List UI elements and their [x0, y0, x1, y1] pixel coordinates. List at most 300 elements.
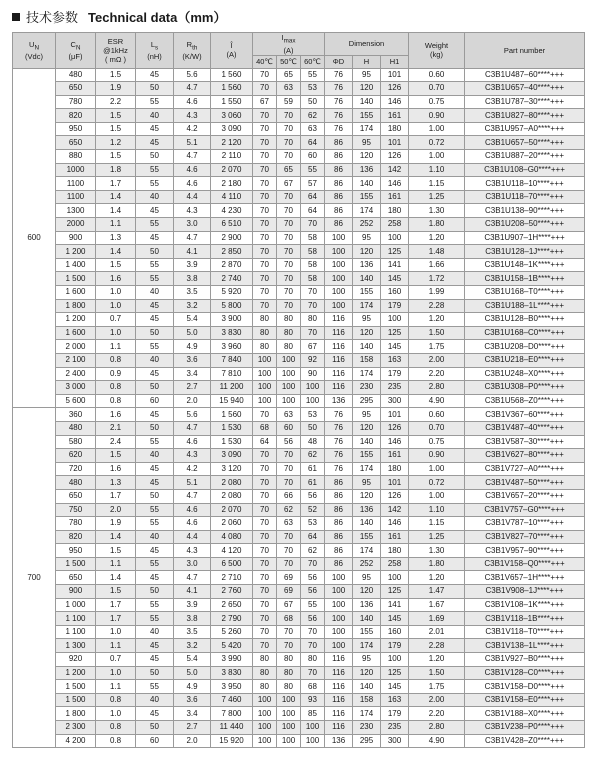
table-row	[13, 653, 585, 667]
cell-h: 140	[353, 340, 381, 354]
cell-h1: 100	[381, 653, 409, 667]
cell-imax-40c: 70	[253, 204, 277, 218]
cell-cn: 650	[56, 571, 96, 585]
cell-part-number: C3B1V657–20****+++	[465, 489, 585, 503]
cell-h: 155	[353, 190, 381, 204]
cell-h: 155	[353, 286, 381, 300]
cell-rth: 3.6	[174, 353, 211, 367]
cell-imax-50c: 70	[277, 258, 301, 272]
cell-imax-40c: 64	[253, 435, 277, 449]
cell-ipeak: 3 120	[211, 462, 253, 476]
title-chinese: 技术参数	[26, 10, 79, 25]
table-row	[13, 408, 585, 422]
table-row	[13, 421, 585, 435]
cell-imax-50c: 70	[277, 462, 301, 476]
cell-h1: 142	[381, 163, 409, 177]
cell-h1: 101	[381, 68, 409, 82]
cell-rth: 4.7	[174, 421, 211, 435]
cell-phid: 116	[325, 693, 353, 707]
table-row	[13, 163, 585, 177]
cell-h1: 142	[381, 503, 409, 517]
cell-cn: 900	[56, 231, 96, 245]
cell-phid: 116	[325, 680, 353, 694]
cell-esr: 1.5	[96, 109, 136, 123]
cell-imax-60c: 64	[301, 530, 325, 544]
cell-ls: 40	[136, 625, 174, 639]
cell-h: 155	[353, 109, 381, 123]
cell-esr: 1.1	[96, 680, 136, 694]
cell-ipeak: 2 760	[211, 585, 253, 599]
table-row	[13, 666, 585, 680]
cell-phid: 100	[325, 231, 353, 245]
table-row	[13, 734, 585, 748]
cell-phid: 86	[325, 557, 353, 571]
cell-ipeak: 2 070	[211, 163, 253, 177]
cell-ipeak: 3 960	[211, 340, 253, 354]
table-row	[13, 571, 585, 585]
cell-imax-60c: 93	[301, 693, 325, 707]
cell-ls: 50	[136, 489, 174, 503]
cell-part-number: C3B1U138–90****+++	[465, 204, 585, 218]
cell-ls: 55	[136, 272, 174, 286]
cell-imax-40c: 70	[253, 462, 277, 476]
cell-cn: 780	[56, 517, 96, 531]
cell-h: 95	[353, 136, 381, 150]
cell-h1: 180	[381, 122, 409, 136]
cell-weight: 1.47	[409, 585, 465, 599]
cell-rth: 4.3	[174, 204, 211, 218]
cell-esr: 1.1	[96, 639, 136, 653]
cell-imax-60c: 50	[301, 421, 325, 435]
cell-weight: 2.28	[409, 639, 465, 653]
cell-cn: 900	[56, 585, 96, 599]
cell-h1: 100	[381, 231, 409, 245]
table-row	[13, 136, 585, 150]
table-row	[13, 150, 585, 164]
cell-imax-60c: 80	[301, 653, 325, 667]
cell-cn: 1 500	[56, 557, 96, 571]
cell-imax-60c: 70	[301, 326, 325, 340]
cell-imax-60c: 85	[301, 707, 325, 721]
cell-ls: 55	[136, 258, 174, 272]
cell-rth: 3.4	[174, 707, 211, 721]
cell-esr: 1.5	[96, 544, 136, 558]
cell-imax-60c: 100	[301, 721, 325, 735]
cell-ipeak: 2 070	[211, 503, 253, 517]
cell-h: 295	[353, 394, 381, 408]
cell-ls: 55	[136, 340, 174, 354]
cell-weight: 1.20	[409, 313, 465, 327]
cell-h1: 126	[381, 489, 409, 503]
cell-cn: 1000	[56, 163, 96, 177]
cell-cn: 780	[56, 95, 96, 109]
cell-esr: 1.5	[96, 68, 136, 82]
cell-h1: 161	[381, 190, 409, 204]
cell-phid: 100	[325, 286, 353, 300]
cell-rth: 5.1	[174, 476, 211, 490]
cell-ipeak: 1 560	[211, 408, 253, 422]
cell-imax-60c: 55	[301, 68, 325, 82]
cell-weight: 1.30	[409, 544, 465, 558]
cell-imax-50c: 70	[277, 557, 301, 571]
cell-ipeak: 4 230	[211, 204, 253, 218]
cell-esr: 1.6	[96, 462, 136, 476]
cell-ls: 55	[136, 163, 174, 177]
table-row	[13, 557, 585, 571]
cell-imax-50c: 69	[277, 585, 301, 599]
cell-imax-50c: 65	[277, 68, 301, 82]
cell-ls: 55	[136, 95, 174, 109]
cell-imax-50c: 100	[277, 707, 301, 721]
cell-imax-40c: 100	[253, 394, 277, 408]
cell-imax-60c: 53	[301, 408, 325, 422]
cell-imax-50c: 80	[277, 313, 301, 327]
cell-rth: 5.0	[174, 666, 211, 680]
cell-imax-50c: 100	[277, 721, 301, 735]
cell-imax-50c: 63	[277, 408, 301, 422]
table-row	[13, 476, 585, 490]
cell-ls: 55	[136, 218, 174, 232]
cell-part-number: C3B1U907–1H****+++	[465, 231, 585, 245]
cell-h1: 161	[381, 449, 409, 463]
cell-rth: 5.6	[174, 68, 211, 82]
cell-imax-50c: 80	[277, 326, 301, 340]
cell-h: 95	[353, 476, 381, 490]
cell-h1: 160	[381, 625, 409, 639]
cell-cn: 2 100	[56, 353, 96, 367]
cell-weight: 1.20	[409, 231, 465, 245]
cell-imax-60c: 56	[301, 489, 325, 503]
cell-esr: 1.9	[96, 517, 136, 531]
cell-imax-60c: 55	[301, 163, 325, 177]
cell-imax-40c: 70	[253, 408, 277, 422]
cell-rth: 4.3	[174, 109, 211, 123]
cell-imax-50c: 100	[277, 353, 301, 367]
cell-imax-60c: 100	[301, 394, 325, 408]
table-row	[13, 517, 585, 531]
cell-part-number: C3B1U248–X0****+++	[465, 367, 585, 381]
cell-h1: 163	[381, 353, 409, 367]
cell-h: 158	[353, 693, 381, 707]
cell-h1: 126	[381, 150, 409, 164]
cell-ls: 50	[136, 666, 174, 680]
cell-cn: 2000	[56, 218, 96, 232]
cell-imax-60c: 63	[301, 122, 325, 136]
cell-cn: 1 200	[56, 666, 96, 680]
cell-h: 295	[353, 734, 381, 748]
cell-h: 140	[353, 612, 381, 626]
cell-part-number: C3B1V957–90****+++	[465, 544, 585, 558]
cell-h1: 141	[381, 598, 409, 612]
cell-imax-60c: 92	[301, 353, 325, 367]
cell-esr: 1.7	[96, 612, 136, 626]
cell-esr: 1.5	[96, 150, 136, 164]
header-dimension: Dimension	[325, 33, 409, 56]
table-row	[13, 231, 585, 245]
cell-h: 120	[353, 489, 381, 503]
cell-h1: 161	[381, 530, 409, 544]
cell-weight: 1.66	[409, 258, 465, 272]
cell-h1: 146	[381, 435, 409, 449]
cell-imax-60c: 56	[301, 612, 325, 626]
cell-ls: 55	[136, 517, 174, 531]
cell-imax-50c: 63	[277, 517, 301, 531]
cell-h: 140	[353, 517, 381, 531]
cell-imax-40c: 70	[253, 571, 277, 585]
cell-imax-50c: 62	[277, 503, 301, 517]
header-ls: $L_s$ (nH)	[136, 33, 174, 69]
cell-h: 155	[353, 625, 381, 639]
cell-h: 95	[353, 571, 381, 585]
cell-h1: 125	[381, 245, 409, 259]
cell-imax-40c: 70	[253, 639, 277, 653]
cell-imax-50c: 70	[277, 231, 301, 245]
cell-phid: 86	[325, 530, 353, 544]
cell-rth: 5.6	[174, 408, 211, 422]
table-row	[13, 258, 585, 272]
cell-esr: 0.8	[96, 693, 136, 707]
cell-rth: 4.6	[174, 163, 211, 177]
cell-h: 252	[353, 218, 381, 232]
cell-weight: 1.67	[409, 598, 465, 612]
cell-h1: 125	[381, 585, 409, 599]
cell-esr: 1.7	[96, 489, 136, 503]
cell-esr: 1.1	[96, 218, 136, 232]
cell-imax-40c: 70	[253, 517, 277, 531]
cell-part-number: C3B1V188–X0****+++	[465, 707, 585, 721]
cell-imax-60c: 90	[301, 367, 325, 381]
cell-imax-50c: 80	[277, 653, 301, 667]
cell-weight: 0.60	[409, 68, 465, 82]
cell-imax-50c: 70	[277, 286, 301, 300]
cell-imax-50c: 70	[277, 625, 301, 639]
cell-esr: 1.0	[96, 326, 136, 340]
cell-ipeak: 4 120	[211, 544, 253, 558]
cell-rth: 4.6	[174, 95, 211, 109]
cell-ls: 40	[136, 693, 174, 707]
cell-ls: 45	[136, 639, 174, 653]
cell-cn: 1100	[56, 190, 96, 204]
cell-esr: 0.8	[96, 353, 136, 367]
cell-ls: 55	[136, 177, 174, 191]
cell-cn: 750	[56, 503, 96, 517]
cell-ls: 45	[136, 544, 174, 558]
cell-weight: 1.80	[409, 557, 465, 571]
cell-weight: 1.72	[409, 272, 465, 286]
header-un: $U_N$ (Vdc)	[13, 33, 56, 69]
table-row	[13, 95, 585, 109]
cell-weight: 2.28	[409, 299, 465, 313]
cell-h: 136	[353, 258, 381, 272]
cell-rth: 3.0	[174, 557, 211, 571]
cell-imax-40c: 70	[253, 489, 277, 503]
header-esr: ESR @1kHz ( mΩ )	[96, 33, 136, 69]
cell-rth: 4.7	[174, 571, 211, 585]
cell-part-number: C3B1U218–E0****+++	[465, 353, 585, 367]
cell-h1: 126	[381, 421, 409, 435]
cell-part-number: C3B1V158–E0****+++	[465, 693, 585, 707]
header-60c: 60℃	[301, 55, 325, 68]
cell-ipeak: 4 110	[211, 190, 253, 204]
cell-phid: 86	[325, 177, 353, 191]
cell-rth: 3.8	[174, 272, 211, 286]
cell-esr: 1.0	[96, 625, 136, 639]
cell-imax-60c: 53	[301, 517, 325, 531]
cell-phid: 116	[325, 313, 353, 327]
cell-part-number: C3B1V757–G0****+++	[465, 503, 585, 517]
cell-h1: 101	[381, 476, 409, 490]
cell-phid: 86	[325, 150, 353, 164]
table-row	[13, 299, 585, 313]
cell-h1: 145	[381, 340, 409, 354]
cell-part-number: C3B1V238–P0****+++	[465, 721, 585, 735]
cell-weight: 0.70	[409, 421, 465, 435]
cell-part-number: C3B1V627–80****+++	[465, 449, 585, 463]
cell-weight: 1.69	[409, 612, 465, 626]
cell-cn: 1 500	[56, 693, 96, 707]
cell-imax-50c: 70	[277, 272, 301, 286]
cell-h1: 179	[381, 639, 409, 653]
cell-part-number: C3B1U657–40****+++	[465, 82, 585, 96]
table-row	[13, 367, 585, 381]
cell-phid: 100	[325, 625, 353, 639]
cell-rth: 5.4	[174, 313, 211, 327]
cell-ipeak: 2 080	[211, 489, 253, 503]
cell-h: 95	[353, 408, 381, 422]
cell-ipeak: 1 530	[211, 435, 253, 449]
cell-cn: 3 000	[56, 381, 96, 395]
cell-weight: 2.80	[409, 721, 465, 735]
cell-cn: 2 400	[56, 367, 96, 381]
cell-imax-40c: 70	[253, 150, 277, 164]
cell-rth: 5.1	[174, 136, 211, 150]
cell-cn: 580	[56, 435, 96, 449]
cell-h1: 101	[381, 136, 409, 150]
table-row	[13, 707, 585, 721]
cell-cn: 950	[56, 544, 96, 558]
cell-phid: 116	[325, 353, 353, 367]
cell-cn: 920	[56, 653, 96, 667]
cell-cn: 650	[56, 136, 96, 150]
cell-imax-60c: 58	[301, 245, 325, 259]
cell-ls: 45	[136, 707, 174, 721]
cell-phid: 86	[325, 544, 353, 558]
cell-imax-40c: 70	[253, 163, 277, 177]
cell-ls: 55	[136, 435, 174, 449]
cell-cn: 1 800	[56, 707, 96, 721]
cell-phid: 76	[325, 462, 353, 476]
cell-phid: 116	[325, 340, 353, 354]
cell-imax-50c: 100	[277, 693, 301, 707]
cell-h: 155	[353, 530, 381, 544]
cell-ls: 50	[136, 721, 174, 735]
cell-weight: 2.00	[409, 693, 465, 707]
cell-imax-60c: 67	[301, 340, 325, 354]
cell-imax-50c: 80	[277, 666, 301, 680]
cell-esr: 1.5	[96, 449, 136, 463]
cell-part-number: C3B1U168–C0****+++	[465, 326, 585, 340]
cell-phid: 86	[325, 476, 353, 490]
cell-weight: 1.00	[409, 462, 465, 476]
table-row	[13, 218, 585, 232]
cell-cn: 1 600	[56, 326, 96, 340]
cell-h1: 180	[381, 462, 409, 476]
cell-ipeak: 5 260	[211, 625, 253, 639]
cell-esr: 0.8	[96, 381, 136, 395]
cell-rth: 3.2	[174, 299, 211, 313]
cell-phid: 100	[325, 598, 353, 612]
cell-phid: 136	[325, 734, 353, 748]
table-row	[13, 245, 585, 259]
cell-ls: 45	[136, 462, 174, 476]
cell-rth: 4.1	[174, 245, 211, 259]
cell-ipeak: 2 110	[211, 150, 253, 164]
cell-imax-40c: 70	[253, 503, 277, 517]
cell-part-number: C3B1U128–1J****+++	[465, 245, 585, 259]
cell-imax-40c: 100	[253, 353, 277, 367]
voltage-cell: 600	[13, 68, 56, 408]
cell-phid: 100	[325, 245, 353, 259]
table-row	[13, 109, 585, 123]
cell-imax-60c: 100	[301, 381, 325, 395]
table-row	[13, 326, 585, 340]
cell-rth: 4.3	[174, 449, 211, 463]
cell-h: 140	[353, 680, 381, 694]
cell-cn: 2 300	[56, 721, 96, 735]
cell-imax-40c: 70	[253, 231, 277, 245]
header-h1: H1	[381, 55, 409, 68]
cell-esr: 0.8	[96, 394, 136, 408]
cell-imax-50c: 100	[277, 381, 301, 395]
cell-rth: 4.7	[174, 231, 211, 245]
cell-phid: 100	[325, 272, 353, 286]
cell-h: 120	[353, 585, 381, 599]
cell-imax-40c: 80	[253, 313, 277, 327]
cell-ipeak: 7 800	[211, 707, 253, 721]
cell-imax-50c: 70	[277, 218, 301, 232]
cell-phid: 86	[325, 136, 353, 150]
cell-phid: 100	[325, 299, 353, 313]
cell-imax-40c: 100	[253, 367, 277, 381]
cell-cn: 1 800	[56, 299, 96, 313]
cell-h: 140	[353, 177, 381, 191]
cell-ipeak: 2 850	[211, 245, 253, 259]
cell-imax-60c: 70	[301, 639, 325, 653]
cell-cn: 1 000	[56, 598, 96, 612]
cell-esr: 2.2	[96, 95, 136, 109]
cell-imax-40c: 70	[253, 258, 277, 272]
cell-h: 155	[353, 449, 381, 463]
cell-h: 120	[353, 245, 381, 259]
cell-phid: 116	[325, 653, 353, 667]
cell-rth: 3.6	[174, 693, 211, 707]
cell-ls: 50	[136, 82, 174, 96]
cell-h1: 161	[381, 109, 409, 123]
cell-ls: 40	[136, 530, 174, 544]
cell-imax-50c: 66	[277, 489, 301, 503]
cell-h1: 126	[381, 82, 409, 96]
cell-imax-60c: 68	[301, 680, 325, 694]
cell-ls: 45	[136, 571, 174, 585]
table-row	[13, 639, 585, 653]
table-row	[13, 190, 585, 204]
cell-h1: 300	[381, 734, 409, 748]
cell-part-number: C3B1U148–1K****+++	[465, 258, 585, 272]
cell-imax-50c: 100	[277, 367, 301, 381]
cell-h1: 163	[381, 693, 409, 707]
cell-cn: 2 000	[56, 340, 96, 354]
cell-h1: 125	[381, 666, 409, 680]
